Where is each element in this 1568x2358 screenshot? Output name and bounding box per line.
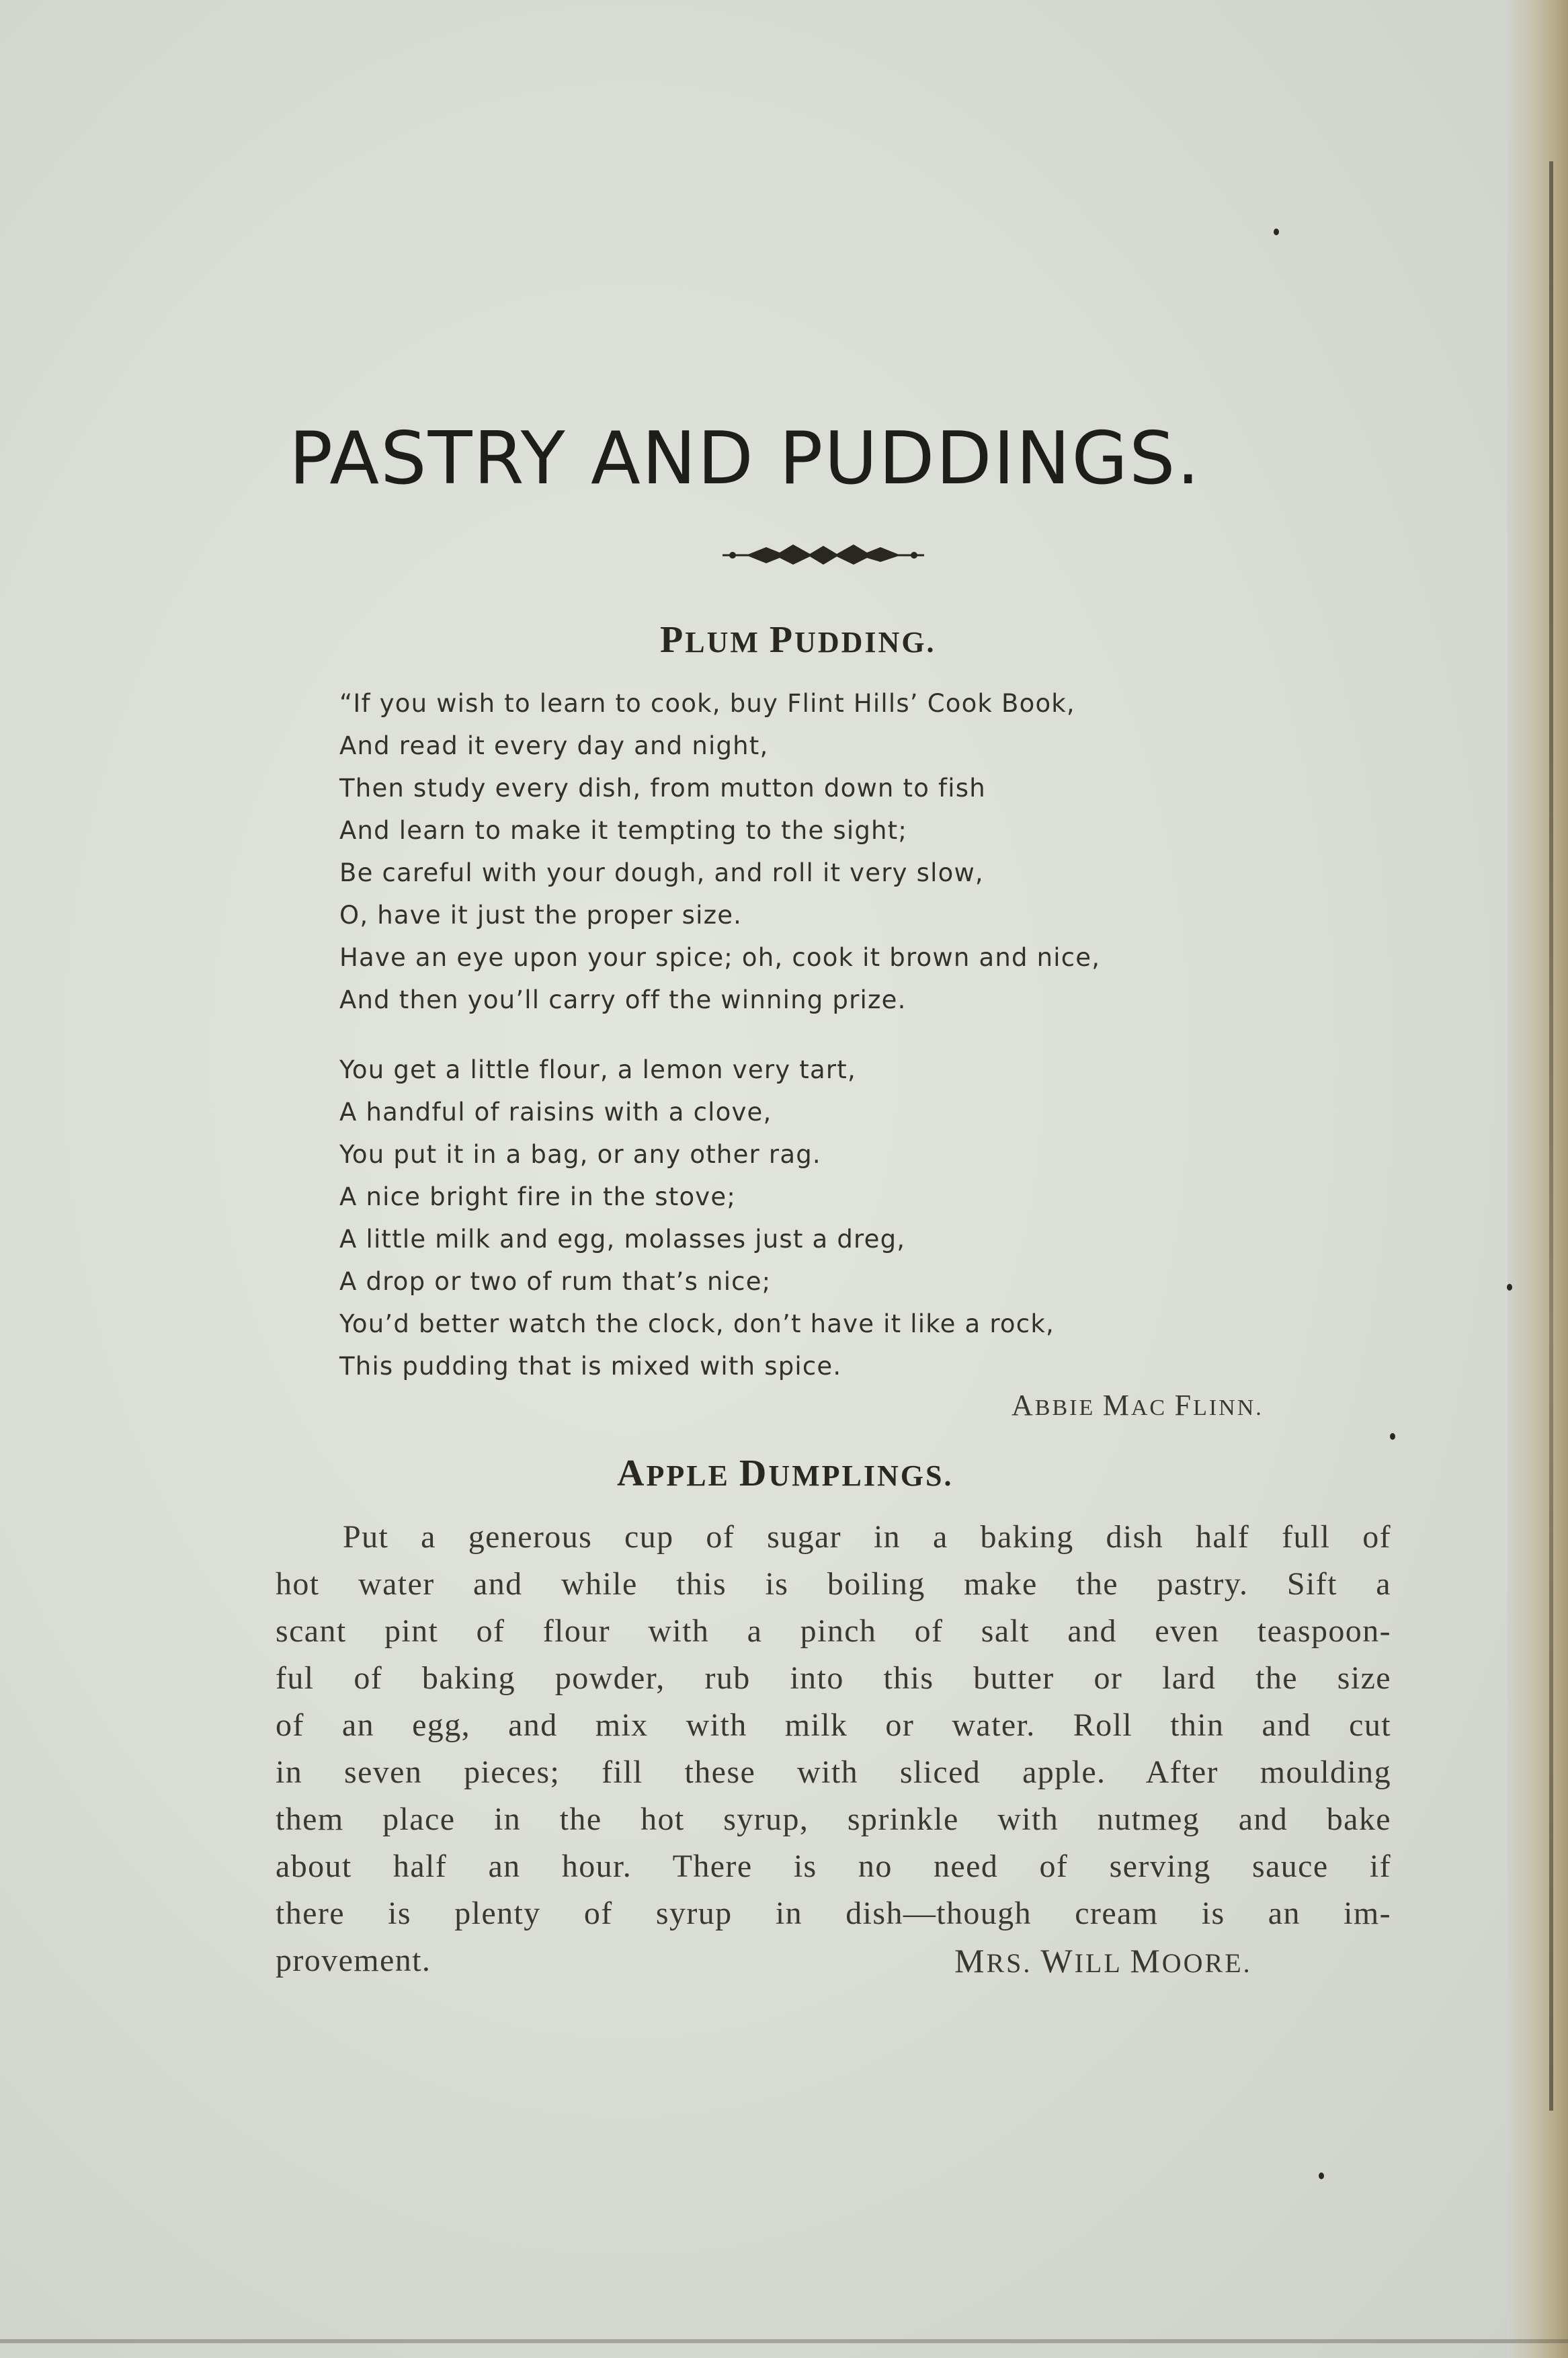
paragraph-line: hot water and while this is boiling make the pastry. Sift a — [276, 1566, 1391, 1602]
author-signature: MRS. WILL MOORE. — [954, 1942, 1252, 1980]
ink-speck — [1390, 1433, 1395, 1440]
poem-line: A little milk and egg, molasses just a dreg, — [339, 1225, 906, 1254]
poem-line: And learn to make it tempting to the sight; — [339, 816, 908, 845]
paragraph-line: ful of baking powder, rub into this butter or lard the size — [276, 1660, 1391, 1696]
poem-line: You put it in a bag, or any other rag. — [339, 1140, 821, 1169]
poem-line: Be careful with your dough, and roll it very slow, — [339, 858, 984, 887]
poem-line: A handful of raisins with a clove, — [339, 1098, 772, 1127]
poem-stanza-1 — [339, 682, 1348, 1021]
poem-line: Have an eye upon your spice; oh, cook it brown and nice, — [339, 943, 1101, 972]
paragraph-line-last: provement. MRS. WILL MOORE. — [276, 1937, 1391, 1984]
ink-speck — [1274, 229, 1279, 235]
poem-line: O, have it just the proper size. — [339, 901, 743, 930]
poem-line: A drop or two of rum that’s nice; — [339, 1267, 772, 1296]
poem-line: “If you wish to learn to cook, buy Flint Hills’ Cook Book, — [339, 689, 1075, 718]
poem-line: And read it every day and night, — [339, 731, 769, 760]
paragraph-line: Put a generous cup of sugar in a baking dish half full of — [343, 1519, 1391, 1555]
paragraph-line: them place in the hot syrup, sprinkle with nutmeg and bake — [276, 1801, 1391, 1837]
page-edge — [1508, 0, 1568, 2358]
ornament-divider-icon — [719, 538, 927, 571]
poem-stanza-2 — [339, 1049, 1348, 1387]
poem-line: Then study every dish, from mutton down to fish — [339, 774, 986, 803]
ink-speck — [1319, 2172, 1324, 2179]
poem-line: A nice bright fire in the stove; — [339, 1182, 737, 1211]
ink-speck — [1507, 1284, 1512, 1291]
recipe-paragraph — [276, 1514, 1391, 1984]
poem-line: You’d better watch the clock, don’t have it like a rock, — [339, 1309, 1055, 1338]
paragraph-line: of an egg, and mix with milk or water. Roll thin and cut — [276, 1707, 1391, 1743]
paragraph-line: scant pint of flour with a pinch of salt and even teaspoon- — [276, 1613, 1391, 1649]
section-heading-plum-pudding: PLUM PUDDING. — [660, 619, 936, 661]
paragraph-line: about half an hour. There is no need of serving sauce if — [276, 1848, 1391, 1884]
binding-shadow — [1549, 161, 1553, 2111]
poem-line: And then you’ll carry off the winning prize. — [339, 985, 907, 1014]
poem-line: This pudding that is mixed with spice. — [339, 1352, 842, 1381]
page-title: PASTRY AND PUDDINGS. — [289, 417, 1201, 501]
paragraph-line: there is plenty of syrup in dish—though cream is an im- — [276, 1896, 1391, 1931]
poem-line: You get a little flour, a lemon very tart, — [339, 1055, 856, 1084]
paragraph-line: in seven pieces; fill these with sliced apple. After moulding — [276, 1754, 1391, 1790]
author-signature: ABBIE MAC FLINN. — [1012, 1389, 1264, 1422]
page-bottom-edge — [0, 2339, 1568, 2343]
section-heading-apple-dumplings: APPLE DUMPLINGS. — [617, 1453, 954, 1494]
